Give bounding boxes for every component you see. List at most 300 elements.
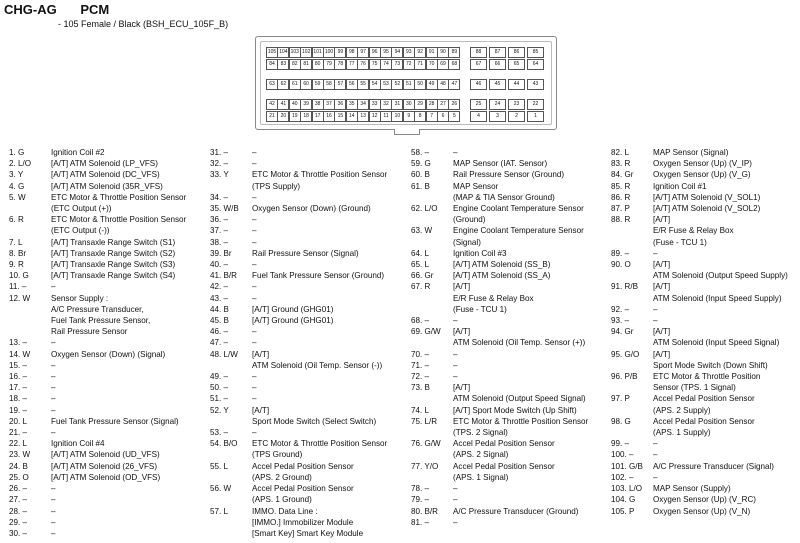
pin-number: 61. B bbox=[411, 181, 430, 191]
pin-description: – bbox=[252, 148, 257, 157]
pin-description: [A/T] ATM Solenoid (35R_VFS) bbox=[51, 181, 163, 191]
pin-number: 21. – bbox=[9, 428, 28, 438]
pin-number bbox=[9, 315, 51, 326]
connector-pin: 6 bbox=[437, 111, 449, 122]
pin-number: 22. L bbox=[9, 439, 28, 449]
pin-description: ETC Motor & Throttle Position bbox=[653, 372, 761, 382]
pin-row bbox=[611, 293, 788, 304]
pin-description: [A/T] ATM Solenoid (UD_VFS) bbox=[51, 450, 160, 460]
connector-pin: 10 bbox=[391, 111, 403, 122]
pin-row bbox=[411, 158, 588, 169]
connector-pin: 54 bbox=[369, 79, 381, 90]
pin-number bbox=[210, 494, 252, 505]
pin-description: ATM Solenoid (Output Speed Supply) bbox=[653, 271, 788, 281]
pin-description: – bbox=[252, 192, 257, 202]
connector-pin: 92 bbox=[414, 47, 426, 58]
pin-number: 96. P/B bbox=[611, 372, 638, 382]
connector-pin: 98 bbox=[346, 47, 358, 58]
connector-pin: 51 bbox=[403, 79, 415, 90]
pin-number: 60. B bbox=[411, 170, 430, 180]
connector-pin: 88 bbox=[470, 47, 487, 58]
pin-number bbox=[411, 427, 453, 438]
pin-description: Accel Pedal Position Sensor bbox=[653, 416, 755, 426]
pin-description: ATM Solenoid (Input Speed Signal) bbox=[653, 338, 780, 348]
pin-number bbox=[411, 449, 453, 460]
pin-description: E/R Fuse & Relay Box bbox=[453, 293, 534, 303]
pin-description: ETC Motor & Throttle Position Sensor bbox=[51, 192, 187, 202]
pin-row bbox=[210, 248, 387, 259]
pin-description: Engine Coolant Temperature Sensor bbox=[453, 226, 584, 236]
pin-description: ETC Motor & Throttle Position Sensor bbox=[252, 170, 388, 180]
pin-description: Accel Pedal Position Sensor bbox=[252, 484, 354, 494]
pin-description: [A/T] bbox=[653, 282, 671, 292]
connector-pin: 99 bbox=[334, 47, 346, 58]
pin-number: 69. G/W bbox=[411, 327, 441, 337]
pin-number: 17. – bbox=[9, 383, 28, 393]
pin-number: 49. – bbox=[210, 372, 229, 382]
pin-row bbox=[611, 248, 788, 259]
pin-row bbox=[210, 147, 387, 158]
pin-row bbox=[411, 248, 588, 259]
connector-pin: 49 bbox=[426, 79, 438, 90]
connector-pin: 45 bbox=[489, 79, 506, 90]
pin-description: (APS. 1 Ground) bbox=[252, 495, 312, 505]
connector-pin: 28 bbox=[426, 99, 438, 110]
connector-pin: 17 bbox=[312, 111, 324, 122]
pin-description: (APS. 1 Supply) bbox=[653, 428, 711, 438]
pin-row bbox=[611, 449, 788, 460]
pin-description: – bbox=[51, 517, 56, 527]
pin-row bbox=[210, 304, 387, 315]
pin-row bbox=[9, 382, 186, 393]
connector-pin: 85 bbox=[527, 47, 544, 58]
pin-description: – bbox=[453, 372, 458, 382]
connector-pin: 61 bbox=[289, 79, 301, 90]
pin-row bbox=[210, 472, 387, 483]
pin-row bbox=[411, 416, 588, 427]
connector-pin: 18 bbox=[300, 111, 312, 122]
pin-number: 29. – bbox=[9, 517, 28, 527]
pin-row bbox=[9, 315, 186, 326]
connector-pin: 102 bbox=[300, 47, 312, 58]
pin-row bbox=[411, 326, 588, 337]
pin-row bbox=[9, 427, 186, 438]
pin-row bbox=[210, 528, 387, 539]
connector-pin: 46 bbox=[470, 79, 487, 90]
pin-row bbox=[210, 393, 387, 404]
connector-code: CHG-AG bbox=[4, 2, 57, 17]
connector-pin: 89 bbox=[448, 47, 460, 58]
pin-row bbox=[611, 225, 788, 236]
pin-description: – bbox=[252, 159, 257, 169]
pin-number: 8. Br bbox=[9, 248, 27, 258]
pin-row bbox=[9, 270, 186, 281]
pin-number: 97. P bbox=[611, 394, 630, 404]
pin-number bbox=[411, 192, 453, 203]
connector-pin: 8 bbox=[414, 111, 426, 122]
pin-description: [A/T] ATM Solenoid (LP_VFS) bbox=[51, 159, 158, 169]
pin-description: – bbox=[51, 394, 56, 404]
pin-row bbox=[411, 438, 588, 449]
connector-pin: 79 bbox=[323, 59, 335, 70]
pin-number: 74. L bbox=[411, 405, 430, 415]
pin-number bbox=[210, 472, 252, 483]
pin-number bbox=[611, 270, 653, 281]
pin-description: – bbox=[453, 484, 458, 494]
pin-description: – bbox=[51, 495, 56, 505]
pin-number: 3. Y bbox=[9, 170, 24, 180]
pin-row bbox=[411, 270, 588, 281]
pin-number bbox=[411, 337, 453, 348]
pin-description: – bbox=[51, 383, 56, 393]
connector-subtitle: - 105 Female / Black (BSH_ECU_105F_B) bbox=[58, 19, 229, 29]
pin-row bbox=[9, 326, 186, 337]
pin-description: MAP Sensor (Supply) bbox=[653, 484, 731, 494]
connector-pin: 86 bbox=[508, 47, 525, 58]
pin-row bbox=[210, 416, 387, 427]
connector-pin: 57 bbox=[334, 79, 346, 90]
pin-description: [A/T] bbox=[653, 327, 671, 337]
pin-number: 75. L/R bbox=[411, 416, 438, 426]
pin-description: – bbox=[252, 372, 257, 382]
pin-row bbox=[210, 483, 387, 494]
pin-row bbox=[9, 472, 186, 483]
pin-number: 71. – bbox=[411, 360, 430, 370]
pin-row bbox=[611, 438, 788, 449]
pin-number: 85. R bbox=[611, 181, 631, 191]
pin-description: (Fuse - TCU 1) bbox=[653, 237, 707, 247]
pin-row bbox=[411, 360, 588, 371]
pin-number: 40. – bbox=[210, 260, 229, 270]
pin-row bbox=[411, 483, 588, 494]
connector-pin: 105 bbox=[266, 47, 278, 58]
pin-row bbox=[210, 382, 387, 393]
pin-row bbox=[9, 416, 186, 427]
pin-number: 84. Gr bbox=[611, 170, 634, 180]
pin-description: (APS. 1 Signal) bbox=[453, 472, 509, 482]
pin-number: 37. – bbox=[210, 226, 229, 236]
pin-number: 5. W bbox=[9, 192, 26, 202]
page-title: PCM bbox=[80, 2, 110, 17]
pin-number: 10. G bbox=[9, 271, 29, 281]
pin-row bbox=[411, 315, 588, 326]
pin-row bbox=[611, 192, 788, 203]
pin-description: (APS. 2 Supply) bbox=[653, 405, 711, 415]
pin-row bbox=[611, 259, 788, 270]
pin-number: 89. – bbox=[611, 248, 630, 258]
connector-pin: 75 bbox=[369, 59, 381, 70]
pin-description: IMMO. Data Line : bbox=[252, 506, 318, 516]
connector-pin: 42 bbox=[266, 99, 278, 110]
pin-description: – bbox=[252, 215, 257, 225]
pin-row bbox=[9, 203, 186, 214]
connector-pin: 31 bbox=[391, 99, 403, 110]
pin-row bbox=[411, 494, 588, 505]
pin-description: [Smart Key] Smart Key Module bbox=[252, 528, 364, 538]
pin-description: – bbox=[51, 528, 56, 538]
pin-row bbox=[611, 371, 788, 382]
pin-row bbox=[210, 225, 387, 236]
pin-description: [A/T] Transaxle Range Switch (S1) bbox=[51, 237, 176, 247]
connector-pin: 15 bbox=[334, 111, 346, 122]
pin-description: – bbox=[453, 360, 458, 370]
pin-row bbox=[611, 382, 788, 393]
pin-row bbox=[411, 259, 588, 270]
pin-number: 15. – bbox=[9, 360, 28, 370]
pin-description: ATM Solenoid (Input Speed Supply) bbox=[653, 293, 782, 303]
pin-number: 103. L/O bbox=[611, 484, 643, 494]
connector-pin: 41 bbox=[277, 99, 289, 110]
connector-pin: 71 bbox=[414, 59, 426, 70]
pin-number: 23. W bbox=[9, 450, 31, 460]
connector-pin: 12 bbox=[369, 111, 381, 122]
pin-row bbox=[611, 349, 788, 360]
connector-pin: 76 bbox=[357, 59, 369, 70]
pin-number bbox=[611, 225, 653, 236]
pin-description: – bbox=[653, 439, 658, 449]
pin-description: (APS. 2 Signal) bbox=[453, 450, 509, 460]
pin-description: – bbox=[51, 506, 56, 516]
pin-number: 76. G/W bbox=[411, 439, 441, 449]
pin-description: Rail Pressure Sensor (Ground) bbox=[453, 170, 565, 180]
pin-row bbox=[411, 225, 588, 236]
pin-number: 59. G bbox=[411, 159, 431, 169]
pin-number: 38. – bbox=[210, 237, 229, 247]
connector-pin: 63 bbox=[266, 79, 278, 90]
connector-pin: 62 bbox=[277, 79, 289, 90]
connector-pin: 82 bbox=[289, 59, 301, 70]
connector-pin: 39 bbox=[300, 99, 312, 110]
connector-pin: 66 bbox=[489, 59, 506, 70]
connector-pin: 74 bbox=[380, 59, 392, 70]
pin-description: [A/T] ATM Solenoid (SS_A) bbox=[453, 271, 551, 281]
connector-pin: 93 bbox=[403, 47, 415, 58]
pin-row bbox=[611, 214, 788, 225]
pin-number bbox=[9, 225, 51, 236]
pin-row bbox=[411, 169, 588, 180]
pin-number: 18. – bbox=[9, 394, 28, 404]
page-header bbox=[4, 2, 129, 17]
pin-number: 86. R bbox=[611, 192, 631, 202]
pin-number: 87. P bbox=[611, 204, 630, 214]
connector-pin: 101 bbox=[312, 47, 324, 58]
pin-description: Oxygen Sensor (Up) (V_N) bbox=[653, 506, 751, 516]
pin-row bbox=[611, 315, 788, 326]
pin-row bbox=[611, 169, 788, 180]
connector-pin: 4 bbox=[470, 111, 487, 122]
pin-row bbox=[210, 270, 387, 281]
pin-description: [A/T] bbox=[653, 349, 671, 359]
pin-number bbox=[611, 293, 653, 304]
pin-description: ETC Motor & Throttle Position Sensor bbox=[252, 439, 388, 449]
pin-number bbox=[411, 304, 453, 315]
pin-description: Ignition Coil #2 bbox=[51, 148, 105, 157]
pin-number bbox=[411, 393, 453, 404]
connector-pin: 14 bbox=[346, 111, 358, 122]
pin-number: 77. Y/O bbox=[411, 461, 439, 471]
pin-row bbox=[210, 315, 387, 326]
pin-description: – bbox=[453, 517, 458, 527]
pin-description: [A/T] Transaxle Range Switch (S4) bbox=[51, 271, 176, 281]
pin-row bbox=[411, 506, 588, 517]
connector-pin: 37 bbox=[323, 99, 335, 110]
pin-description: [A/T] ATM Solenoid (V_SOL1) bbox=[653, 192, 761, 202]
pin-description: – bbox=[653, 248, 658, 258]
pin-number: 92. – bbox=[611, 304, 630, 314]
pin-row bbox=[611, 427, 788, 438]
pin-row bbox=[411, 181, 588, 192]
connector-pin: 1 bbox=[527, 111, 544, 122]
pin-number bbox=[9, 304, 51, 315]
pin-number bbox=[210, 181, 252, 192]
pin-description: [A/T] ATM Solenoid (SS_B) bbox=[453, 260, 551, 270]
pin-description: (Fuse - TCU 1) bbox=[453, 304, 507, 314]
pin-number: 30. – bbox=[9, 528, 28, 538]
pin-description: Ignition Coil #4 bbox=[51, 439, 105, 449]
pin-row bbox=[9, 169, 186, 180]
pin-description: ETC Motor & Throttle Position Sensor bbox=[453, 416, 589, 426]
pin-column-2 bbox=[210, 147, 387, 539]
pin-number: 45. B bbox=[210, 316, 229, 326]
pin-row bbox=[9, 304, 186, 315]
connector-pin: 13 bbox=[357, 111, 369, 122]
pin-row bbox=[611, 337, 788, 348]
connector-pin: 80 bbox=[312, 59, 324, 70]
pin-number: 88. R bbox=[611, 215, 631, 225]
pin-number: 105. P bbox=[611, 506, 635, 516]
pin-number: 82. L bbox=[611, 148, 630, 157]
pin-number: 6. R bbox=[9, 215, 24, 225]
pin-description: [A/T] ATM Solenoid (DC_VFS) bbox=[51, 170, 160, 180]
connector-pin: 67 bbox=[470, 59, 487, 70]
pin-number: 65. L bbox=[411, 260, 430, 270]
pin-number: 50. – bbox=[210, 383, 229, 393]
pin-row bbox=[9, 147, 186, 158]
pin-number: 80. B/R bbox=[411, 506, 438, 516]
connector-pin: 40 bbox=[289, 99, 301, 110]
pin-description: [A/T] Sport Mode Switch (Up Shift) bbox=[453, 405, 577, 415]
pin-number: 34. – bbox=[210, 192, 229, 202]
pin-row bbox=[9, 438, 186, 449]
pin-number: 9. R bbox=[9, 260, 24, 270]
pin-description: [A/T] Ground (GHG01) bbox=[252, 304, 334, 314]
connector-pin: 78 bbox=[334, 59, 346, 70]
pin-description: Oxygen Sensor (Up) (V_IP) bbox=[653, 159, 752, 169]
pin-number: 56. W bbox=[210, 484, 232, 494]
pin-column-1 bbox=[9, 147, 186, 539]
pin-row bbox=[9, 371, 186, 382]
pin-number bbox=[210, 416, 252, 427]
connector-pin: 50 bbox=[414, 79, 426, 90]
pin-row bbox=[210, 259, 387, 270]
pin-description: Sport Mode Switch (Down Shift) bbox=[653, 360, 768, 370]
pin-column-4 bbox=[611, 147, 788, 517]
connector-pin: 90 bbox=[437, 47, 449, 58]
pin-number: 42. – bbox=[210, 282, 229, 292]
connector-pin: 24 bbox=[489, 99, 506, 110]
pin-number: 48. L/W bbox=[210, 349, 238, 359]
pin-number: 35. W/B bbox=[210, 204, 239, 214]
connector-pin: 27 bbox=[437, 99, 449, 110]
connector-pin: 95 bbox=[380, 47, 392, 58]
pin-number: 68. – bbox=[411, 316, 430, 326]
pin-row bbox=[210, 192, 387, 203]
pin-number: 33. Y bbox=[210, 170, 229, 180]
pin-number: 1. G bbox=[9, 148, 25, 157]
pin-row bbox=[210, 349, 387, 360]
pin-row bbox=[611, 393, 788, 404]
connector-pin: 20 bbox=[277, 111, 289, 122]
pin-number: 26. – bbox=[9, 484, 28, 494]
pin-number: 79. – bbox=[411, 495, 430, 505]
pin-number: 63. W bbox=[411, 226, 433, 236]
connector-pin: 68 bbox=[448, 59, 460, 70]
pin-number bbox=[210, 528, 252, 539]
pin-number bbox=[210, 360, 252, 371]
pin-number: 91. R/B bbox=[611, 282, 638, 292]
pin-row bbox=[411, 382, 588, 393]
pin-row bbox=[9, 281, 186, 292]
pin-description: – bbox=[252, 282, 257, 292]
pin-row bbox=[210, 337, 387, 348]
pin-description: Accel Pedal Position Sensor bbox=[252, 461, 354, 471]
connector-pin: 23 bbox=[508, 99, 525, 110]
pin-row bbox=[210, 237, 387, 248]
pin-row bbox=[611, 506, 788, 517]
pin-description: [A/T] Ground (GHG01) bbox=[252, 316, 334, 326]
pin-number bbox=[611, 237, 653, 248]
pin-number: 28. – bbox=[9, 506, 28, 516]
pin-row bbox=[9, 393, 186, 404]
pin-row bbox=[411, 517, 588, 528]
connector-pin: 11 bbox=[380, 111, 392, 122]
pin-row bbox=[9, 192, 186, 203]
pin-number: 100. – bbox=[611, 450, 634, 460]
pin-row bbox=[210, 494, 387, 505]
pin-row bbox=[611, 304, 788, 315]
pin-number bbox=[411, 293, 453, 304]
pin-number: 90. O bbox=[611, 260, 631, 270]
pin-row bbox=[611, 461, 788, 472]
pin-description: (MAP & TIA Sensor Ground) bbox=[453, 192, 555, 202]
pin-description: (Signal) bbox=[453, 237, 481, 247]
pin-description: – bbox=[252, 237, 257, 247]
pin-row bbox=[411, 214, 588, 225]
connector-pin: 97 bbox=[357, 47, 369, 58]
pin-row bbox=[611, 472, 788, 483]
pin-description: – bbox=[653, 472, 658, 482]
pin-number: 55. L bbox=[210, 461, 229, 471]
pin-number: 99. – bbox=[611, 439, 630, 449]
pin-number: 101. G/B bbox=[611, 461, 643, 471]
pin-number: 64. L bbox=[411, 248, 430, 258]
pin-number: 94. Gr bbox=[611, 327, 634, 337]
pin-row bbox=[411, 449, 588, 460]
pin-number: 93. – bbox=[611, 316, 630, 326]
connector-pin: 30 bbox=[403, 99, 415, 110]
pin-row bbox=[611, 281, 788, 292]
pin-number: 78. – bbox=[411, 484, 430, 494]
pin-row bbox=[210, 181, 387, 192]
pin-number: 47. – bbox=[210, 338, 229, 348]
pin-description: – bbox=[51, 484, 56, 494]
pin-row bbox=[611, 237, 788, 248]
pin-description: – bbox=[51, 338, 56, 348]
pin-number: 72. – bbox=[411, 372, 430, 382]
connector-pin: 87 bbox=[489, 47, 506, 58]
pin-number bbox=[411, 237, 453, 248]
pin-description: – bbox=[453, 316, 458, 326]
